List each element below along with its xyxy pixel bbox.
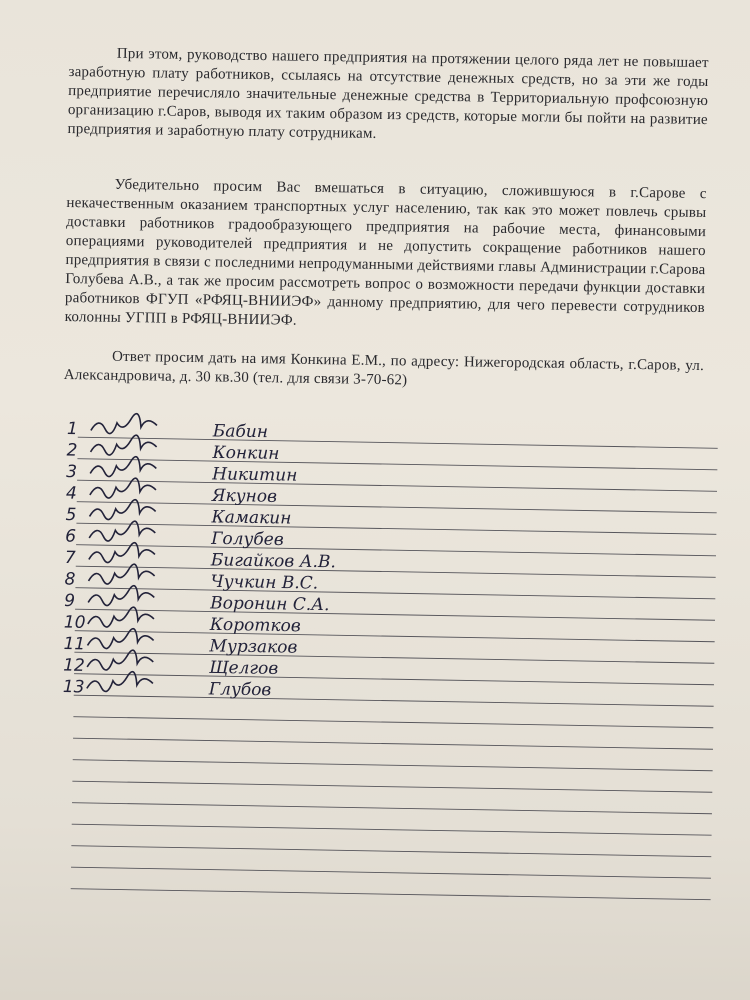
signature-list bbox=[63, 413, 338, 702]
ruled-line bbox=[77, 459, 717, 470]
signature-number: 4 bbox=[65, 483, 77, 504]
signature-number: 10 bbox=[63, 612, 86, 633]
signature-name: Якунов bbox=[211, 485, 278, 507]
signature-name: Щелгов bbox=[209, 657, 279, 679]
signature-name: Конкин bbox=[212, 442, 280, 464]
paragraph-request: Убедительно просим Вас вмешаться в ситуацию, сложившуюся в г.Сарове с некачественным оказанием транспортных услуг населению, так как это может повлечь срывы доставки работников градообразующего предприятия на рабочие места, финансовыми операциями руководителей предприятия и не допустить сокращение работников нашего предприятия в связи с последними непродуманными действиями главы Администрации г.Сарова Голубева А.В., а так же просим рассмотреть вопрос о возможности передачи функции доставки работников ФГУП «РФЯЦ-ВНИИЭФ» данному предприятию, для чего перевести сотрудников колонны УГПП в РФЯЦ-ВНИИЭФ. bbox=[64, 176, 707, 329]
ruled-line bbox=[73, 738, 713, 749]
ruled-line bbox=[72, 781, 712, 792]
ruled-line bbox=[75, 631, 715, 642]
ruled-line bbox=[71, 889, 711, 900]
paragraph-reply-address: Ответ просим дать на имя Конкина Е.М., по адресу: Нижегородская область, г.Саров, ул. Александровича, д. 30 кв.30 (тел. для связи 3-70-62) bbox=[63, 348, 705, 389]
ruled-line bbox=[72, 803, 712, 814]
signature-number: 9 bbox=[64, 591, 76, 612]
signature-number: 2 bbox=[66, 440, 78, 461]
ruled-line bbox=[73, 760, 713, 771]
signature-name: Голубев bbox=[211, 528, 284, 550]
signature-name: Бабин bbox=[212, 421, 269, 443]
ruled-line bbox=[76, 523, 716, 534]
signature-number: 8 bbox=[64, 569, 76, 590]
ruled-line bbox=[75, 588, 715, 599]
ruled-lines bbox=[71, 437, 718, 899]
signature-number: 11 bbox=[63, 634, 86, 655]
signature-number: 12 bbox=[63, 655, 85, 676]
signature-row bbox=[65, 542, 336, 573]
signature-number: 13 bbox=[62, 677, 85, 698]
ruled-line bbox=[75, 609, 715, 620]
signature-name: Коротков bbox=[209, 614, 301, 637]
ruled-line bbox=[74, 674, 714, 685]
signature-name: Никитин bbox=[212, 464, 298, 486]
signature-scribble bbox=[91, 413, 157, 434]
ruled-line bbox=[77, 502, 717, 513]
ruled-line bbox=[78, 437, 718, 448]
ruled-line bbox=[74, 652, 714, 663]
signature-name: Бигайков А.В. bbox=[210, 550, 336, 573]
signature-number: 1 bbox=[66, 419, 78, 440]
signature-number: 5 bbox=[65, 505, 77, 526]
ruled-line bbox=[71, 867, 711, 878]
signature-name: Камакин bbox=[211, 507, 292, 529]
ruled-line bbox=[76, 566, 716, 577]
ruled-line bbox=[77, 480, 717, 491]
ruled-line bbox=[74, 695, 714, 706]
paragraph-salary: При этом, руководство нашего предприятия на протяжении целого ряда лет не повышает заработную плату работников, ссылаясь на отсутствие денежных средств, но за эти же годы предприятие перечисляло значительные денежные средства в Территориальную профсоюзную организацию г.Саров, выводя их таким образом из средств, которые могли бы пойти на развитие предприятия и заработную плату сотрудникам. bbox=[67, 45, 709, 142]
signature-name: Воронин С.А. bbox=[210, 593, 330, 616]
signature-name: Глубов bbox=[208, 679, 272, 701]
ruled-line bbox=[73, 717, 713, 728]
signature-name: Мурзаков bbox=[209, 636, 298, 658]
signature-number: 6 bbox=[65, 526, 77, 547]
signature-number: 3 bbox=[66, 462, 78, 483]
signature-name: Чучкин В.С. bbox=[210, 571, 319, 594]
ruled-line bbox=[76, 545, 716, 556]
signature-number: 7 bbox=[64, 548, 76, 569]
ruled-line bbox=[72, 824, 712, 835]
ruled-line bbox=[71, 846, 711, 857]
